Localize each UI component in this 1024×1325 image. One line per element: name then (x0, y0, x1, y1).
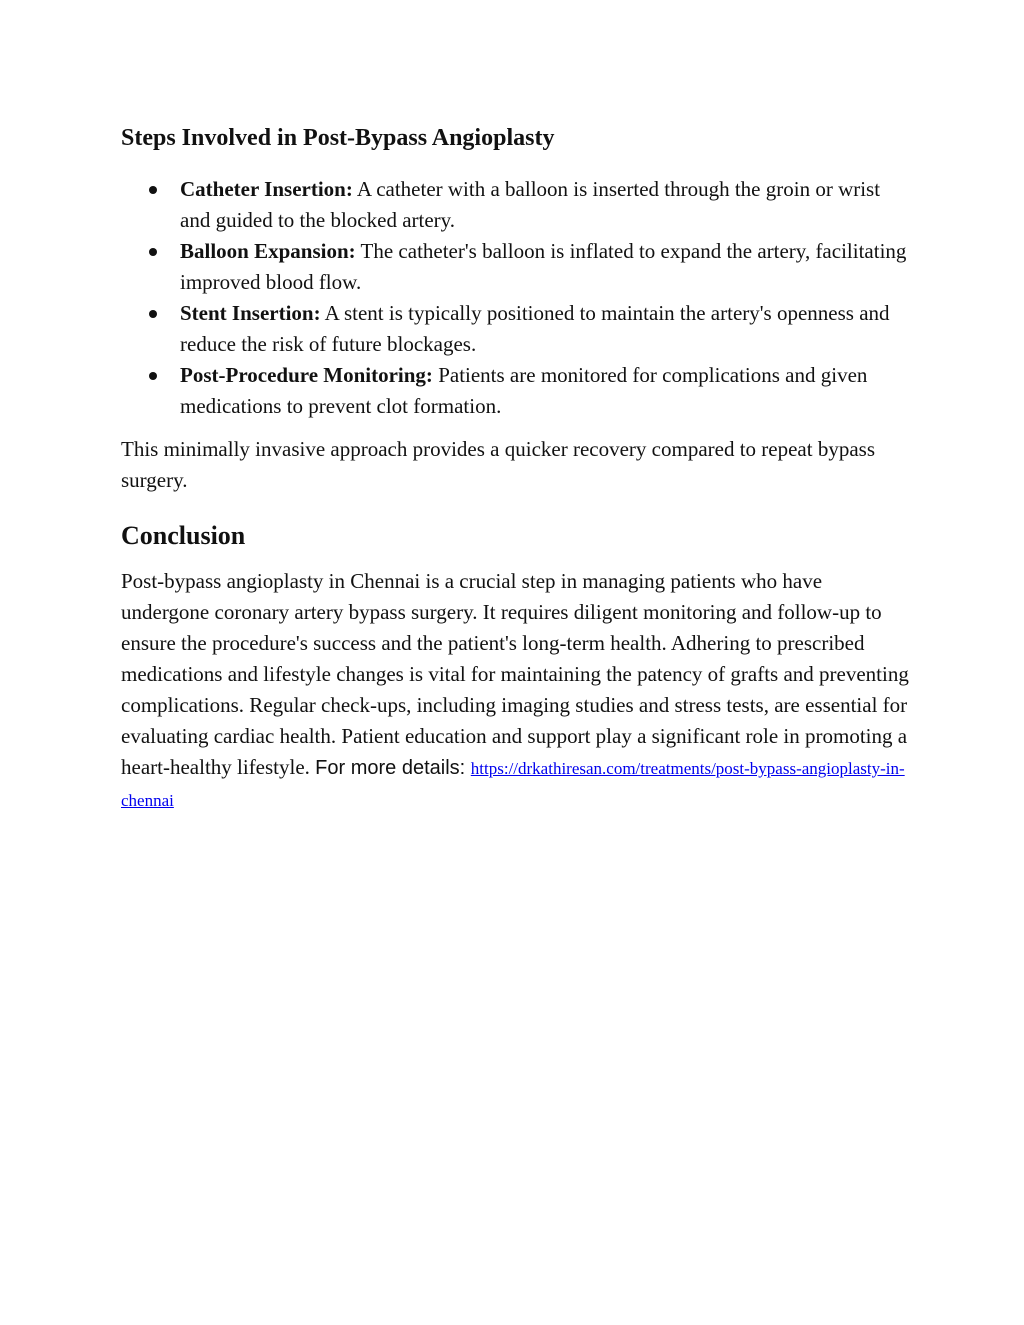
step-text: Patients are monitored for complications and given medications to prevent clot formation. (180, 363, 868, 418)
steps-heading: Steps Involved in Post-Bypass Angioplasty (121, 125, 555, 151)
list-item (180, 174, 911, 236)
step-term: Catheter Insertion: (180, 177, 353, 201)
bullet-icon (149, 186, 157, 194)
step-term: Stent Insertion: (180, 301, 321, 325)
steps-list (121, 174, 911, 422)
step-term: Post-Procedure Monitoring: (180, 363, 433, 387)
bullet-icon (149, 310, 157, 318)
step-text: A stent is typically positioned to maintain the artery's openness and reduce the risk of future blockages. (180, 301, 890, 356)
list-item (180, 236, 911, 298)
step-text: The catheter's balloon is inflated to expand the artery, facilitating improved blood flow. (180, 239, 907, 294)
steps-summary: This minimally invasive approach provides a quicker recovery compared to repeat bypass surgery. (121, 437, 875, 492)
step-text: A catheter with a balloon is inserted through the groin or wrist and guided to the blocked artery. (180, 177, 881, 232)
bullet-icon (149, 372, 157, 380)
list-item (180, 298, 911, 360)
conclusion-heading: Conclusion (121, 521, 246, 550)
step-term: Balloon Expansion: (180, 239, 356, 263)
more-details-label: For more details: (315, 757, 471, 779)
bullet-icon (149, 248, 157, 256)
list-item (180, 360, 911, 422)
conclusion-paragraph (121, 566, 911, 816)
conclusion-body: Post-bypass angioplasty in Chennai is a crucial step in managing patients who have undergone coronary artery bypass surgery. It requires diligent monitoring and follow-up to ensure the procedure's success and the patient's long-term health. Adhering to prescribed medications and lifestyle changes is vital for maintaining the patency of grafts and preventing complications. Regular check-ups, including imaging studies and stress tests, are essential for evaluating cardiac health. Patient education and support play a significant role in promoting a heart-healthy lifestyle. (121, 569, 909, 779)
details-link[interactable]: https://drkathiresan.com/treatments/post-bypass-angioplasty-in-chennai (121, 759, 905, 810)
document-page (121, 118, 911, 816)
